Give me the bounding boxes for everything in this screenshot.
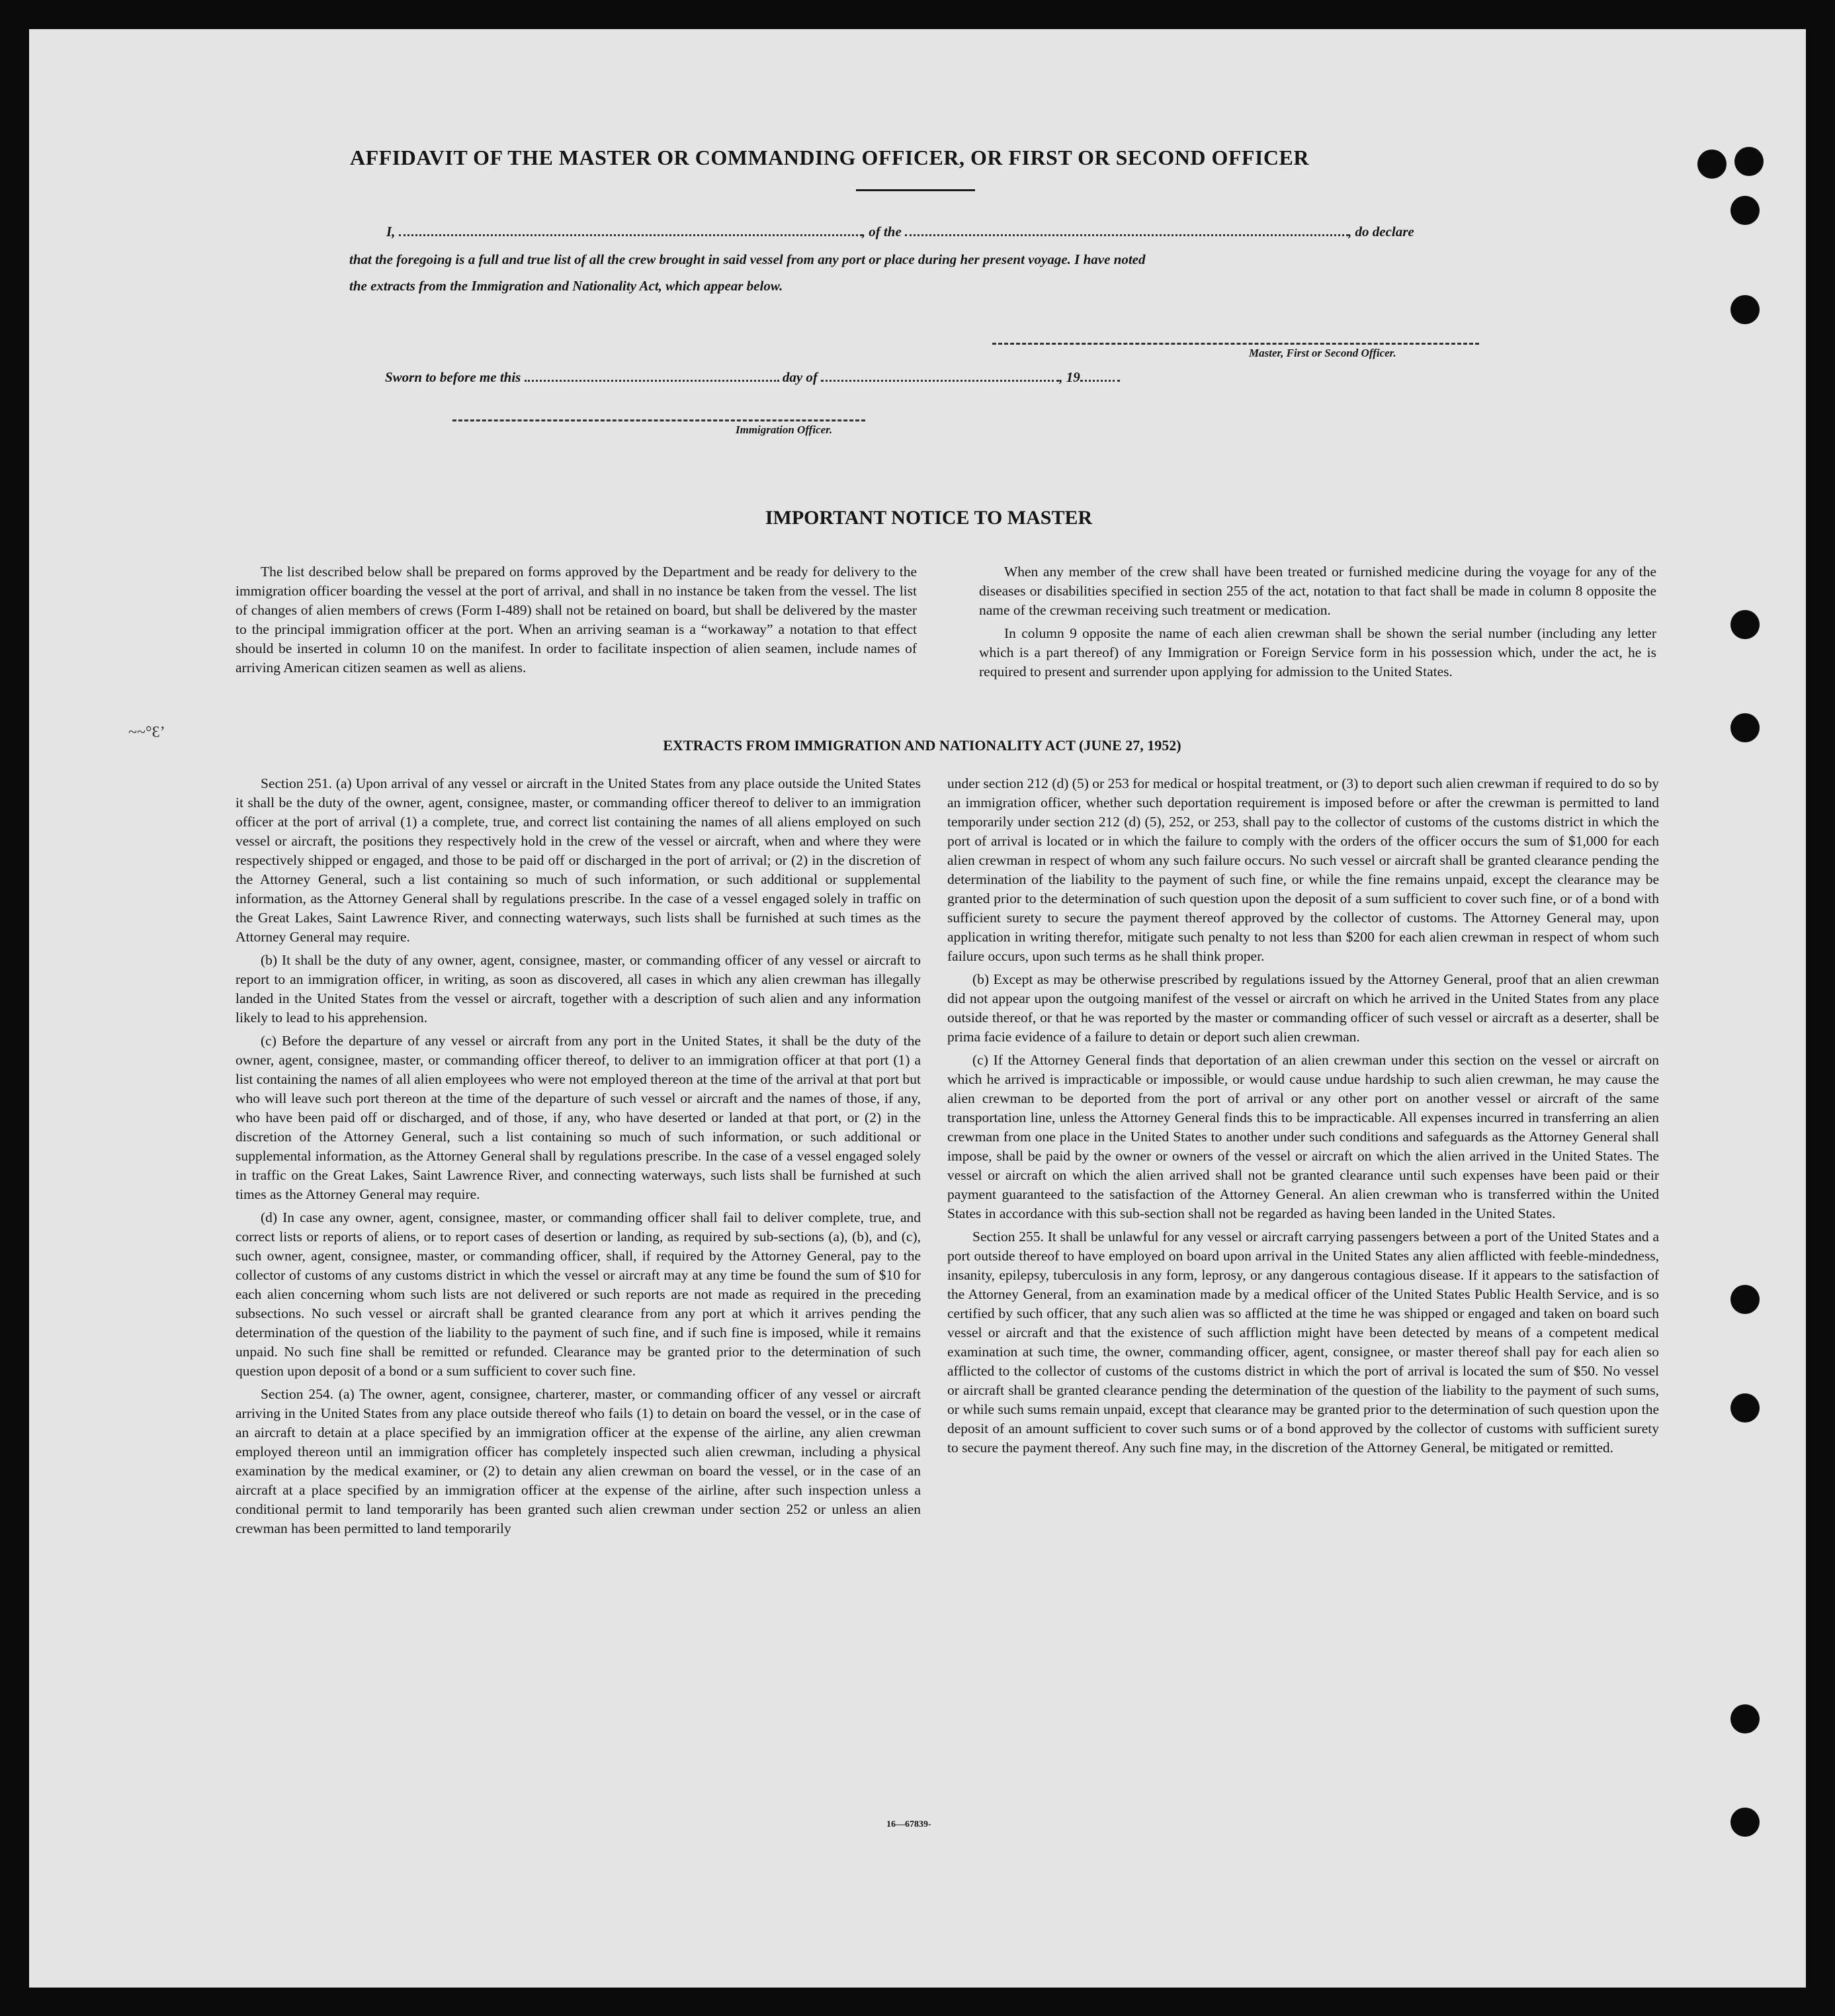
affidavit-declaration-line	[386, 222, 1524, 240]
immigration-officer-signature-field[interactable]	[452, 419, 865, 421]
binder-hole	[1734, 147, 1764, 176]
binder-hole	[1730, 1285, 1760, 1314]
of-the-label: , of the	[861, 224, 902, 240]
notice-title: IMPORTANT NOTICE TO MASTER	[765, 507, 1093, 529]
sworn-line	[385, 368, 1218, 386]
binder-hole	[1730, 1393, 1760, 1423]
binder-hole	[1730, 196, 1760, 225]
notice-left-column	[235, 562, 917, 681]
day-of-label: day of	[782, 369, 818, 385]
master-signature-label: Master, First or Second Officer.	[1249, 347, 1396, 359]
statute-paragraph: Section 254. (a) The owner, agent, consignee, charterer, master, or commanding officer of any vessel or aircraft arriving in the United States from any place outside thereof who fails (1) to detain on board the vessel, or in the case of an aircraft to detain at a place specified by an immigration officer at the expense of the airline, any alien crewman employed thereon until an immigration officer has completely inspected such alien crewman, including a physical examination by the medical examiner, or (2) to detain any alien crewman on board the vessel, or in the case of an aircraft at a place specified by an immigration officer at the expense of the airline, after such inspection unless a conditional permit to land temporarily has been granted such alien crewman under section 252 or unless an alien crewman has been permitted to land temporarily	[235, 1386, 921, 1536]
binder-hole	[1730, 1704, 1760, 1733]
notice-right-column	[979, 562, 1656, 685]
do-declare-label: , do declare	[1348, 224, 1414, 240]
statute-paragraph: (c) Before the departure of any vessel or aircraft from any port in the United States, it shall be the duty of the owner, agent, consignee, master, or commanding officer thereof, to deliver to an immigration officer at that port (1) a list containing the names of all alien employees who were not employed thereon at the time of the arrival at that port but who will leave such port thereon at the time of the departure of such vessel or aircraft and the names of those, if any, who have been paid off or discharged, and of those, if any, who have deserted or landed at that port, or (2) in the discretion of the Attorney General, such a list containing so much of such information, or such additional or supplemental information, as the Attorney General shall by regulations prescribe. In the case of a vessel engaged solely in traffic on the Great Lakes, Saint Lawrence River, and connecting waterways, such lists shall be furnished at such times as the Attorney General may require.	[235, 1033, 921, 1202]
declarant-prefix: I,	[386, 224, 396, 240]
sworn-day-field[interactable]	[525, 368, 779, 382]
vessel-name-field[interactable]	[905, 222, 1348, 236]
year-prefix: , 19	[1059, 369, 1080, 385]
binder-hole	[1730, 295, 1760, 324]
binder-hole	[1730, 1808, 1760, 1837]
extracts-title: EXTRACTS FROM IMMIGRATION AND NATIONALITY ACT (JUNE 27, 1952)	[663, 737, 1181, 754]
binder-hole	[1730, 713, 1760, 742]
immigration-officer-label: Immigration Officer.	[736, 423, 833, 436]
extracts-right-column	[947, 774, 1659, 1462]
binder-hole	[1697, 150, 1727, 179]
affidavit-title: AFFIDAVIT OF THE MASTER OR COMMANDING OFFICER, OR FIRST OR SECOND OFFICER	[350, 146, 1309, 169]
document-page	[29, 29, 1806, 1988]
statute-paragraph: (b) It shall be the duty of any owner, agent, consignee, master, or commanding officer of any vessel or aircraft to report to an immigration officer, in writing, as soon as discovered, all cases in which any alien crewman has illegally landed in the United States from the vessel or aircraft, together with a description of such alien and any information likely to lead to his apprehension.	[235, 952, 921, 1026]
sworn-month-field[interactable]	[821, 368, 1059, 382]
statute-paragraph: under section 212 (d) (5) or 253 for medical or hospital treatment, or (3) to deport such alien crewman if required to do so by an immigration officer, whether such deportation requirement is imposed before or after the crewman is permitted to land temporarily under section 212 (d) (5), 252, or 253, shall pay to the collector of customs of the customs district in which the port of arrival is located or in which the failure to comply with the orders of the officer occurs the sum of $1,000 for each alien crewman in respect of whom any such failure occurs. No such vessel or aircraft shall be granted clearance pending the determination of the liability to the payment of such fine, or while the fine remains unpaid, except the clearance may be granted prior to the determination of such question upon the deposit of a sum sufficient to cover such fine, or of a bond with sufficient surety to secure the payment thereof approved by the collector of customs. The Attorney General may, upon application in writing therefor, mitigate such penalty to not less than $200 for each alien crewman in respect of whom such failure occurs, upon such terms as he shall think proper.	[947, 775, 1659, 964]
sworn-year-field[interactable]	[1080, 368, 1120, 382]
extracts-left-column	[235, 774, 921, 1542]
title-underline	[856, 189, 975, 191]
statute-paragraph: (d) In case any owner, agent, consignee, master, or commanding officer shall fail to deliver complete, true, and correct lists or reports of aliens, or to report cases of desertion or landing, as required by sub-sections (a), (b), and (c), such owner, agent, consignee, master, or commanding officer, shall, if required by the Attorney General, pay to the collector of customs of any customs district in which the vessel or aircraft may at any time be found the sum of $10 for each alien concerning whom such lists are not delivered or such reports are not made as required in the preceding subsections. No such vessel or aircraft shall be granted clearance from any port at which it arrives pending the determination of the question of the liability to the payment of such fine, and if such fine is imposed, while it remains unpaid. No such fine shall be remitted or refunded. Clearance may be granted prior to the determination of such question upon deposit of a bond or a sum sufficient to cover such fine.	[235, 1209, 921, 1379]
sworn-prefix: Sworn to before me this	[385, 369, 521, 385]
statute-paragraph: Section 251. (a) Upon arrival of any vessel or aircraft in the United States from any place outside the United States it shall be the duty of the owner, agent, consignee, master, or commanding officer thereof to deliver to an immigration officer at the port of arrival (1) a complete, true, and correct list containing the names of all aliens employed on such vessel or aircraft, the positions they respectively hold in the crew of the vessel or aircraft, when and where they were respectively shipped or engaged, and those to be paid off or discharged in the port of arrival; or (2) in the discretion of the Attorney General, such a list containing so much of such information, or such additional or supplemental information, as the Attorney General shall by regulations prescribe. In the case of a vessel engaged solely in traffic on the Great Lakes, Saint Lawrence River, and connecting waterways, such lists shall be furnished at such times as the Attorney General may require.	[235, 775, 921, 945]
notice-paragraph: In column 9 opposite the name of each alien crewman shall be shown the serial number (including any letter which is a part thereof) of any Immigration or Foreign Service form in his possession which, under the act, he is required to present and surrender upon applying for admission to the United States.	[979, 625, 1656, 679]
master-signature-field[interactable]	[992, 343, 1479, 345]
statute-paragraph: Section 255. It shall be unlawful for any vessel or aircraft carrying passengers between a port of the United States and a port outside thereof to have employed on board upon arrival in the United States any alien afflicted with feeble-mindedness, insanity, epilepsy, tuberculosis in any form, leprosy, or any dangerous contagious disease. If it appears to the satisfaction of the Attorney General, from an examination made by a medical officer of the United States Public Health Service, and is so certified by such officer, that any such alien was so afflicted at the time he was shipped or engaged and taken on board such vessel or aircraft and that the existence of such affliction might have been detected by means of a competent medical examination at such time, the owner, commanding officer, agent, consignee, or master thereof shall pay for each alien so afflicted to the collector of customs of the customs district in which the port of arrival is located the sum of $50. No vessel or aircraft shall be granted clearance pending the determination of the question of the liability to the payment of such sums, or while such sums remain unpaid, except that clearance may be granted prior to the determination of such question upon the deposit of an amount sufficient to cover such sums or of a bond approved by the collector of customs with sufficient surety to secure the payment thereof. Any such fine may, in the discretion of the Attorney General, be mitigated or remitted.	[947, 1229, 1659, 1456]
binder-hole	[1730, 610, 1760, 639]
affidavit-statement-line-2: the extracts from the Immigration and Nationality Act, which appear below.	[349, 278, 783, 294]
declarant-name-field[interactable]	[399, 222, 862, 236]
notice-paragraph: When any member of the crew shall have been treated or furnished medicine during the voyage for any of the diseases or disabilities specified in section 255 of the act, notation to that fact shall be made in column 8 opposite the name of the crewman receiving such treatment or medication.	[979, 564, 1656, 618]
notice-paragraph: The list described below shall be prepared on forms approved by the Department and be ready for delivery to the immigration officer boarding the vessel at the port of arrival, and shall in no instance be taken from the vessel. The list of changes of alien members of crews (Form I-489) shall not be retained on board, but shall be delivered by the master to the principal immigration officer at the port. When an arriving seaman is a “workaway” a notation to that effect should be inserted in column 10 on the manifest. In order to facilitate inspection of alien seamen, include names of arriving American citizen seamen as well as aliens.	[235, 564, 917, 676]
statute-paragraph: (c) If the Attorney General finds that deportation of an alien crewman under this section on the vessel or aircraft on which he arrived is impracticable or impossible, or would cause undue hardship to such alien crewman, he may cause the alien crewman to be deported from the port of arrival or any other port on another vessel or aircraft of the same transportation line, unless the Attorney General finds this to be impracticable. All expenses incurred in transferring an alien crewman from one place in the United States to another under such conditions and safeguards as the Attorney General shall impose, shall be paid by the owner or owners of the vessel or aircraft on which the alien arrived in the United States. The vessel or aircraft on which the alien arrived shall not be granted clearance until such expenses have been paid or their payment guaranteed to the satisfaction of the Attorney General. An alien crewman who is transferred within the United States in accordance with this sub-section shall not be regarded as having been landed in the United States.	[947, 1052, 1659, 1221]
margin-mark: ~~°Ɛ’	[128, 724, 165, 741]
form-number: 16—67839-	[886, 1819, 931, 1829]
statute-paragraph: (b) Except as may be otherwise prescribed by regulations issued by the Attorney General, proof that an alien crewman did not appear upon the outgoing manifest of the vessel or aircraft on which he arrived in the United States from any place outside thereof, or that he was reported by the master or commanding officer of such vessel or aircraft as a deserter, shall be prima facie evidence of a failure to detain or deport such alien crewman.	[947, 971, 1659, 1045]
affidavit-statement-line: that the foregoing is a full and true list of all the crew brought in said vessel from any port or place during her present voyage. I have noted	[349, 251, 1146, 267]
